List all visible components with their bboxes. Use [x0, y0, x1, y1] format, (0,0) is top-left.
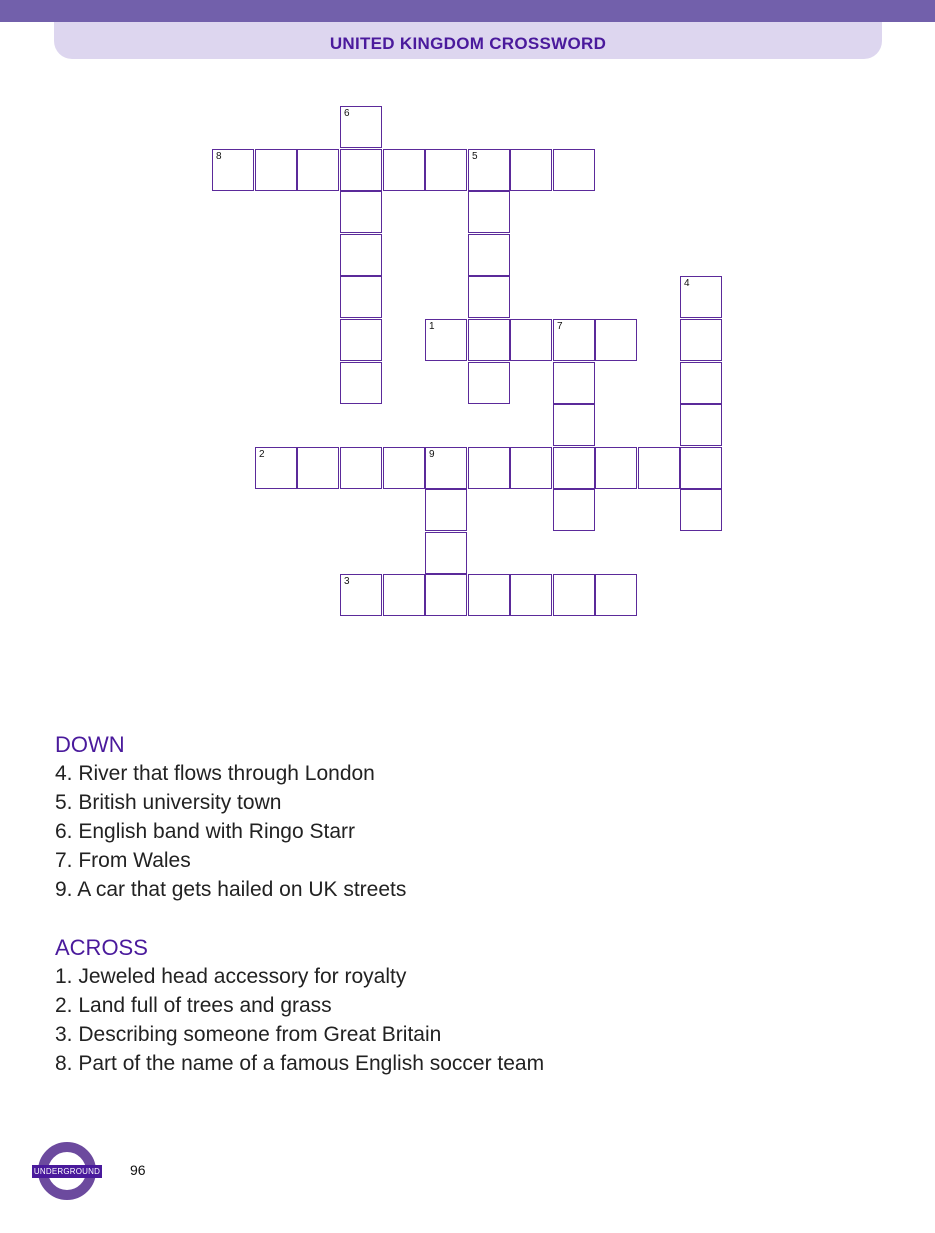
across-clues — [55, 933, 544, 1078]
crossword-cell[interactable] — [340, 447, 382, 489]
down-heading: DOWN — [55, 732, 125, 757]
crossword-cell[interactable] — [340, 234, 382, 276]
clue-number: 1 — [429, 321, 435, 332]
underground-logo — [32, 1142, 102, 1202]
clue-number: 9 — [429, 449, 435, 460]
crossword-cell[interactable] — [468, 276, 510, 318]
crossword-cell[interactable] — [595, 447, 637, 489]
crossword-cell[interactable] — [468, 447, 510, 489]
clue-number: 2 — [259, 449, 265, 460]
crossword-cell[interactable] — [383, 149, 425, 191]
across-clue: 2. Land full of trees and grass — [55, 994, 332, 1017]
crossword-cell[interactable] — [425, 532, 467, 574]
clue-number: 7 — [557, 321, 563, 332]
crossword-cell[interactable] — [468, 191, 510, 233]
crossword-cell[interactable] — [425, 447, 467, 489]
crossword-cell[interactable] — [340, 106, 382, 148]
crossword-cell[interactable] — [680, 489, 722, 531]
down-clue: 5. British university town — [55, 791, 282, 814]
crossword-cell[interactable] — [510, 574, 552, 616]
down-clues — [55, 730, 406, 904]
crossword-cell[interactable] — [255, 149, 297, 191]
crossword-cell[interactable] — [255, 447, 297, 489]
roundel-bar-text: UNDERGROUND — [33, 1167, 101, 1176]
down-clue: 6. English band with Ringo Starr — [55, 820, 355, 843]
crossword-cell[interactable] — [510, 149, 552, 191]
page-number: 96 — [130, 1162, 146, 1178]
crossword-cell[interactable] — [680, 362, 722, 404]
crossword-cell[interactable] — [553, 149, 595, 191]
crossword-cell[interactable] — [510, 447, 552, 489]
crossword-cell[interactable] — [425, 149, 467, 191]
clue-number: 6 — [344, 108, 350, 119]
crossword-cell[interactable] — [638, 447, 680, 489]
clue-number: 3 — [344, 576, 350, 587]
clue-number: 8 — [216, 151, 222, 162]
crossword-cell[interactable] — [510, 319, 552, 361]
crossword-cell[interactable] — [680, 404, 722, 446]
clue-number: 4 — [684, 278, 690, 289]
down-clue: 9. A car that gets hailed on UK streets — [55, 878, 407, 901]
across-heading: ACROSS — [55, 935, 148, 960]
crossword-cell[interactable] — [340, 276, 382, 318]
down-clue: 4. River that flows through London — [55, 762, 375, 785]
crossword-cell[interactable] — [680, 319, 722, 361]
crossword-cell[interactable] — [340, 574, 382, 616]
page-title: UNITED KINGDOM CROSSWORD — [329, 34, 607, 53]
crossword-cell[interactable] — [680, 276, 722, 318]
crossword-cell[interactable] — [340, 149, 382, 191]
crossword-cell[interactable] — [553, 574, 595, 616]
crossword-cell[interactable] — [340, 362, 382, 404]
crossword-cell[interactable] — [553, 319, 595, 361]
crossword-cell[interactable] — [468, 319, 510, 361]
crossword-cell[interactable] — [425, 489, 467, 531]
across-clue: 1. Jeweled head accessory for royalty — [55, 965, 407, 988]
across-clue: 8. Part of the name of a famous English soccer team — [55, 1052, 545, 1075]
crossword-cell[interactable] — [553, 362, 595, 404]
crossword-cell[interactable] — [212, 149, 254, 191]
crossword-cell[interactable] — [297, 447, 339, 489]
crossword-cell[interactable] — [680, 447, 722, 489]
crossword-cell[interactable] — [468, 234, 510, 276]
crossword-cell[interactable] — [468, 362, 510, 404]
across-clue: 3. Describing someone from Great Britain — [55, 1023, 442, 1046]
crossword-cell[interactable] — [340, 191, 382, 233]
crossword-cell[interactable] — [595, 319, 637, 361]
crossword-cell[interactable] — [553, 404, 595, 446]
clue-number: 5 — [472, 151, 478, 162]
crossword-cell[interactable] — [425, 574, 467, 616]
crossword-cell[interactable] — [383, 574, 425, 616]
crossword-cell[interactable] — [553, 489, 595, 531]
crossword-cell[interactable] — [297, 149, 339, 191]
crossword-cell[interactable] — [340, 319, 382, 361]
down-clue: 7. From Wales — [55, 849, 191, 872]
crossword-cell[interactable] — [553, 447, 595, 489]
crossword-cell[interactable] — [383, 447, 425, 489]
crossword-cell[interactable] — [425, 319, 467, 361]
crossword-cell[interactable] — [468, 574, 510, 616]
crossword-cell[interactable] — [595, 574, 637, 616]
crossword-cell[interactable] — [468, 149, 510, 191]
